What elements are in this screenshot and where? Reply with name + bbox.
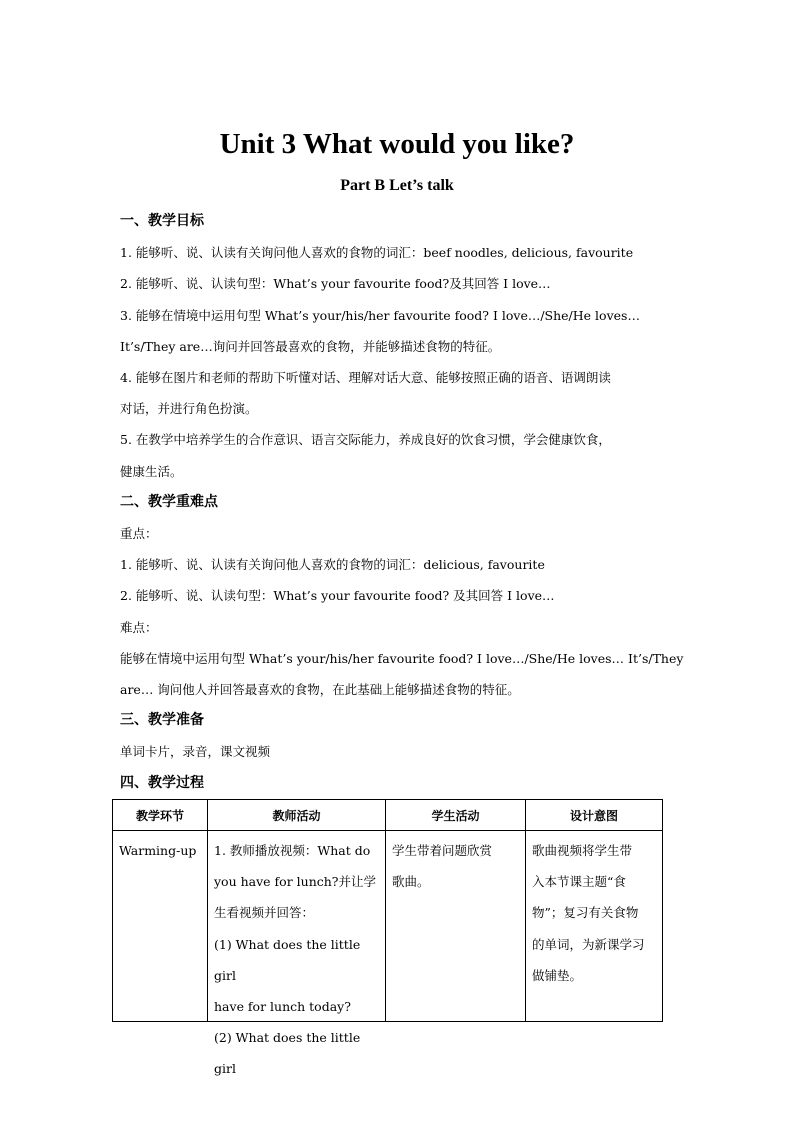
teacher-activity-line: 生看视频并回答： (214, 905, 315, 921)
section-heading-key-points: 二、教学重难点 (120, 493, 218, 510)
stage-cell (113, 831, 208, 1022)
column-header-stage: 教学环节 (113, 800, 208, 831)
column-header-student: 学生活动 (386, 800, 526, 831)
section-heading-process: 四、教学过程 (120, 774, 204, 791)
objective-line: 2. 能够听、说、认读句型：What’s your favourite food?及其回答 I love… (120, 276, 551, 292)
teacher-activity-line: (1) What does the little girl (214, 936, 361, 983)
design-purpose-line: 做铺垫。 (532, 967, 583, 983)
section-heading-objectives: 一、教学目标 (120, 213, 204, 229)
key-point-line: 2. 能够听、说、认读句型：What’s your favourite food? 及其回答 I love… (120, 588, 555, 604)
teaching-process-table (112, 799, 663, 1077)
difficult-point-line: 能够在情境中运用句型 What’s your/his/her favourite food? I love…/She/He loves… It’s/They (120, 650, 684, 666)
column-header-teacher: 教师活动 (208, 800, 386, 831)
key-points-label: 重点： (120, 526, 158, 542)
objective-line: 对话，并进行角色扮演。 (120, 401, 258, 417)
objective-line: It’s/They are…询问并回答最喜欢的食物，并能够描述食物的特征。 (120, 338, 501, 354)
page-title: Unit 3 What would you like? (219, 128, 575, 160)
page-subtitle: Part B Let’s talk (340, 177, 454, 194)
objective-line: 健康生活。 (120, 463, 183, 479)
design-purpose-line: 物”；复习有关食物 (532, 905, 639, 921)
document-body (120, 206, 684, 799)
objective-line: 3. 能够在情境中运用句型 What’s your/his/her favourite food? I love…/She/He loves… (120, 307, 640, 323)
key-point-line: 1. 能够听、说、认读有关询问他人喜欢的食物的词汇：delicious, favourite (120, 557, 545, 573)
section-heading-preparation: 三、教学准备 (120, 712, 204, 729)
student-activity-line: 歌曲。 (392, 874, 430, 890)
student-activity-cell (386, 831, 526, 1022)
teacher-activity-line: have for lunch today? (214, 999, 351, 1015)
table-header-row (113, 800, 663, 831)
teacher-activity-line: you have for lunch?并让学 (214, 874, 376, 890)
design-purpose-cell (526, 831, 663, 1022)
design-purpose-line: 歌曲视频将学生带 (532, 843, 633, 858)
difficult-points-label: 难点： (120, 619, 158, 635)
table-row (113, 831, 663, 1022)
design-purpose-line: 的单词，为新课学习 (532, 936, 645, 952)
student-activity-line: 学生带着问题欣赏 (392, 843, 493, 858)
difficult-point-line: are… 询问他人并回答最喜欢的食物，在此基础上能够描述食物的特征。 (120, 682, 520, 698)
teacher-activity-line: 1. 教师播放视频：What do (214, 843, 371, 858)
teacher-activity-line: (2) What does the little girl (214, 1030, 361, 1077)
preparation-text: 单词卡片，录音，课文视频 (120, 744, 271, 760)
stage-text: Warming-up (119, 843, 197, 858)
objective-line: 5. 在教学中培养学生的合作意识、语言交际能力，养成良好的饮食习惯，学会健康饮食， (120, 432, 611, 448)
objective-line: 1. 能够听、说、认读有关询问他人喜欢的食物的词汇：beef noodles, delicious, favourite (120, 245, 634, 261)
design-purpose-line: 入本节课主题“食 (532, 874, 626, 890)
teacher-activity-cell (208, 831, 386, 1077)
column-header-purpose: 设计意图 (526, 800, 663, 831)
objective-line: 4. 能够在图片和老师的帮助下听懂对话、理解对话大意、能够按照正确的语音、语调朗读 (120, 370, 611, 386)
